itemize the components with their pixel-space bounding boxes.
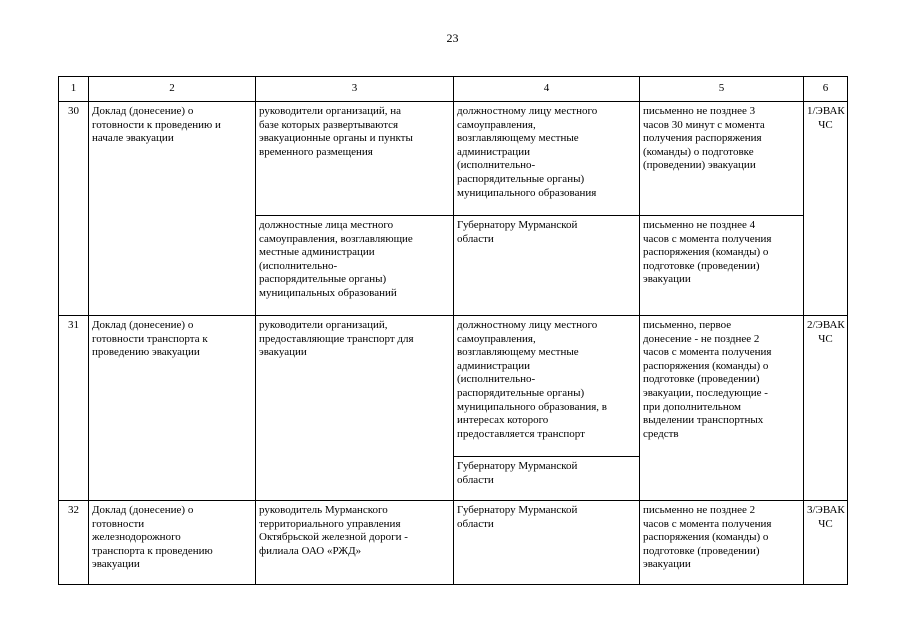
recipient: Губернатору Мурманской области (454, 457, 640, 501)
table-row-31 (59, 316, 848, 457)
recipient: должностному лицу местного самоуправления, возглавляющему местные администрации (исполнительно- распорядительные органы) муниципального образования, в интересах которого предоставляется транспорт (454, 316, 640, 457)
deadline: письменно, первое донесение - не позднее 2 часов с момента получения распоряжения (команды) о подготовке (проведении) эвакуации, последующие - при дополнительном выделении транспортных средств (640, 316, 804, 501)
row-number: 31 (59, 316, 89, 501)
responsible: руководитель Мурманского территориального управления Октябрьской железной дороги - филиала ОАО «РЖД» (256, 501, 454, 585)
table-row-30 (59, 102, 848, 216)
report-name: Доклад (донесение) о готовности к проведению и начале эвакуации (89, 102, 256, 316)
form-code: 3/ЭВАК ЧС (804, 501, 848, 585)
header-col-6: 6 (804, 77, 848, 102)
recipient: должностному лицу местного самоуправления, возглавляющему местные администрации (исполнительно- распорядительные органы) муниципального образования (454, 102, 640, 216)
deadline: письменно не позднее 4 часов с момента получения распоряжения (команды) о подготовке (проведении) эвакуации (640, 216, 804, 316)
responsible: должностные лица местного самоуправления, возглавляющие местные администрации (исполнительно- распорядительные органы) муниципальных образований (256, 216, 454, 316)
row-number: 30 (59, 102, 89, 316)
report-name: Доклад (донесение) о готовности транспорта к проведению эвакуации (89, 316, 256, 501)
recipient: Губернатору Мурманской области (454, 216, 640, 316)
evacuation-reports-table (58, 76, 848, 585)
header-col-5: 5 (640, 77, 804, 102)
row-number: 32 (59, 501, 89, 585)
header-col-4: 4 (454, 77, 640, 102)
table-row-32 (59, 501, 848, 585)
page-number: 23 (446, 31, 459, 45)
deadline: письменно не позднее 3 часов 30 минут с момента получения распоряжения (команды) о подготовке (проведении) эвакуации (640, 102, 804, 216)
header-col-1: 1 (59, 77, 89, 102)
form-code: 2/ЭВАК ЧС (804, 316, 848, 501)
header-col-2: 2 (89, 77, 256, 102)
header-row (59, 77, 848, 102)
responsible: руководители организаций, на базе которых развертываются эвакуационные органы и пункты временного размещения (256, 102, 454, 216)
report-name: Доклад (донесение) о готовности железнодорожного транспорта к проведению эвакуации (89, 501, 256, 585)
form-code: 1/ЭВАК ЧС (804, 102, 848, 316)
responsible: руководители организаций, предоставляющие транспорт для эвакуации (256, 316, 454, 501)
deadline: письменно не позднее 2 часов с момента получения распоряжения (команды) о подготовке (проведении) эвакуации (640, 501, 804, 585)
header-col-3: 3 (256, 77, 454, 102)
recipient: Губернатору Мурманской области (454, 501, 640, 585)
